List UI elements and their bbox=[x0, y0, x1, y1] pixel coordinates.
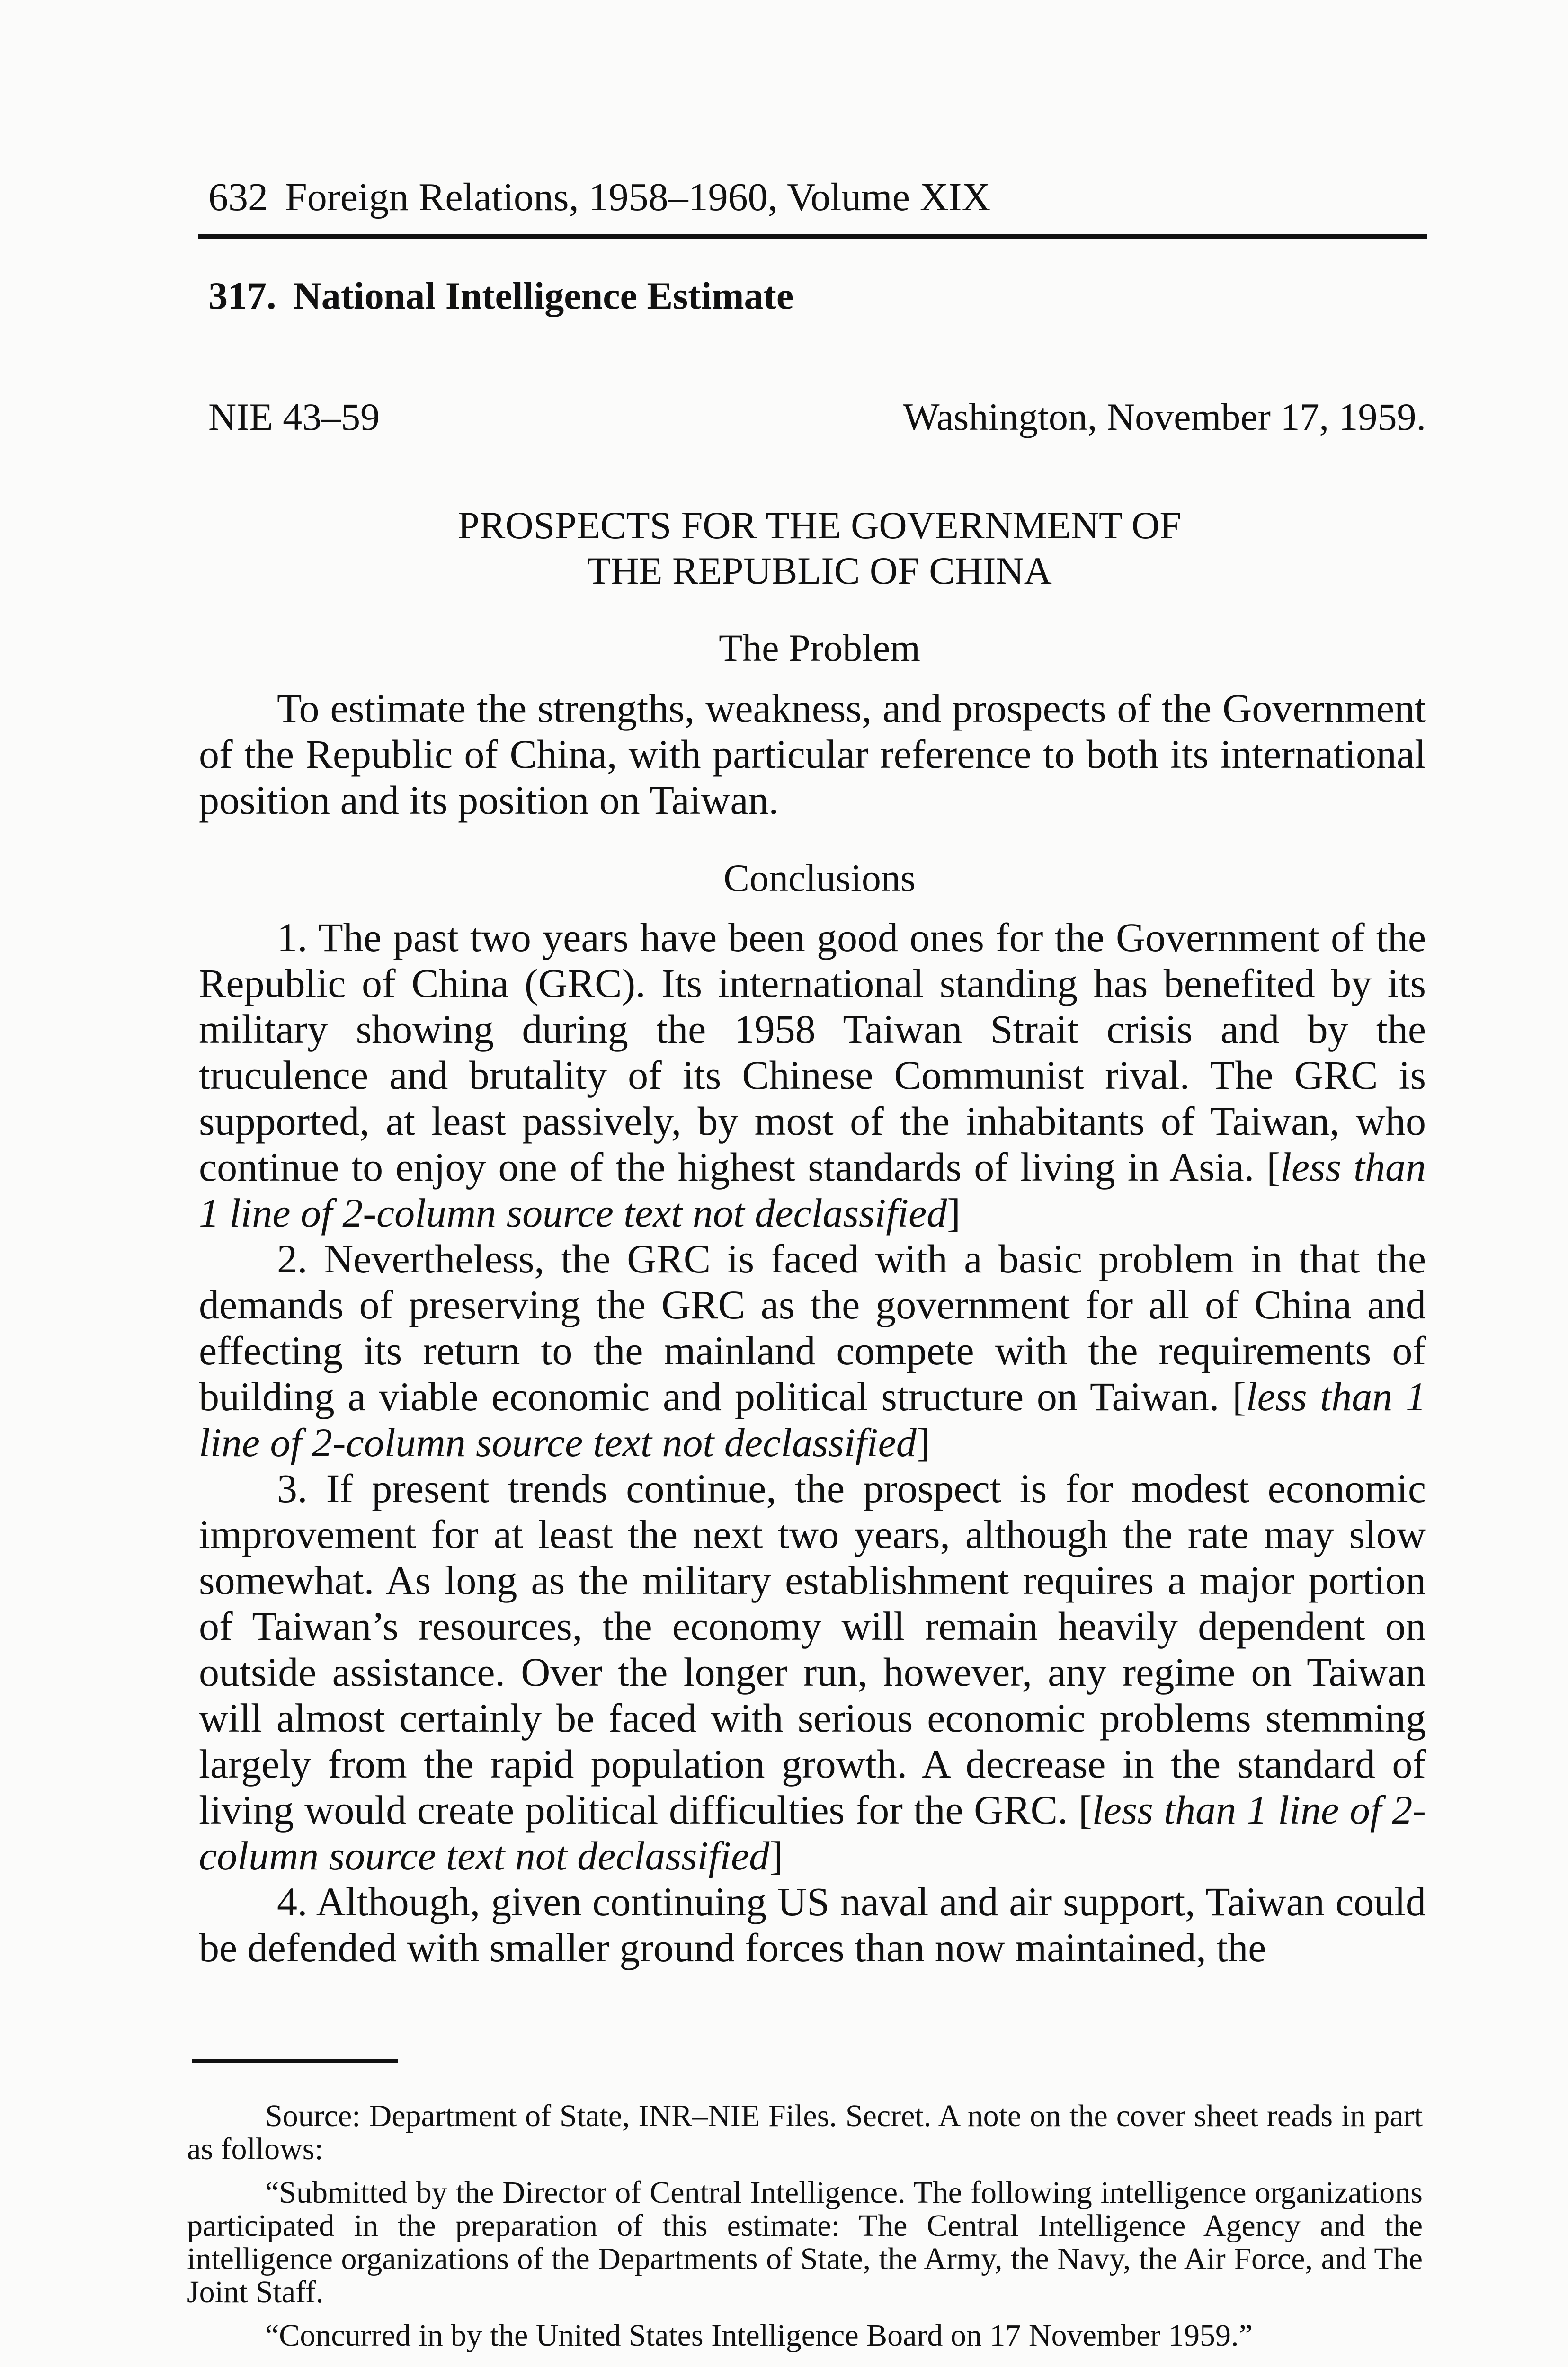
problem-section bbox=[199, 685, 1426, 823]
conclusion-paragraph bbox=[199, 1466, 1426, 1879]
document-id: NIE 43–59 bbox=[208, 395, 380, 438]
footnote-source: Source: Department of State, INR–NIE Files. Secret. A note on the cover sheet reads in part as follows: bbox=[187, 2099, 1423, 2166]
source-footnote bbox=[187, 2100, 1423, 2363]
bracket-close: ] bbox=[916, 1420, 930, 1465]
bracket-close: ] bbox=[947, 1190, 961, 1236]
problem-heading: The Problem bbox=[719, 626, 920, 669]
paragraph-text: 4. Although, given continuing US naval and air support, Taiwan could be defended with smaller ground forces than now maintained, the bbox=[199, 1879, 1426, 1970]
footnote-quote-1: “Submitted by the Director of Central Intelligence. The following intelligence organizations participated in the preparation of this estimate: The Central Intelligence Agency and the intelligence organizations of the Departments of State, the Army, the Navy, the Air Force, and The Joint Staff. bbox=[187, 2175, 1423, 2309]
estimate-title bbox=[0, 503, 1568, 594]
paragraph-text: 1. The past two years have been good ones for the Government of the Republic of China (GRC). Its international standing has benefited by its military showing during the 1958 Taiwan Strait crisis and by the truculence and brutality of its Chinese Communist rival. The GRC is supported, at least passively, by most of the inhabitants of Taiwan, who continue to enjoy one of the highest standards of living in Asia. bbox=[199, 915, 1426, 1190]
title-line-1: PROSPECTS FOR THE GOVERNMENT OF bbox=[458, 504, 1181, 547]
bracket-open: [ bbox=[1078, 1787, 1092, 1833]
paragraph-text: 2. Nevertheless, the GRC is faced with a basic problem in that the demands of preserving the GRC as the government for all of China and effecting its return to the mainland compete with the requirements of building a viable economic and political structure on Taiwan. bbox=[199, 1236, 1426, 1419]
conclusions-section bbox=[199, 915, 1426, 1971]
declassification-note: less than 1 line of 2-column source text not declassified bbox=[199, 1787, 1426, 1878]
conclusion-paragraph bbox=[199, 915, 1426, 1236]
document-title: National Intelligence Estimate bbox=[293, 274, 794, 317]
conclusion-paragraph bbox=[199, 1879, 1426, 1971]
document-number: 317. bbox=[208, 274, 276, 317]
title-line-2: THE REPUBLIC OF CHINA bbox=[587, 549, 1052, 592]
footnote-rule bbox=[192, 2059, 398, 2063]
bracket-open: [ bbox=[1232, 1374, 1246, 1419]
paragraph-text: 3. If present trends continue, the prospect is for modest economic improvement for at least the next two years, although the rate may slow somewhat. As long as the military establishment requires a major portion of Taiwan’s resources, the economy will remain heavily dependent on outside assistance. Over the longer run, however, any regime on Taiwan will almost certainly be faced with serious economic problems stemming largely from the rapid population growth. A decrease in the standard of living would create political difficulties for the GRC. bbox=[199, 1466, 1426, 1833]
declassification-note: less than 1 line of 2-column source text not declassified bbox=[199, 1374, 1426, 1465]
bracket-open: [ bbox=[1266, 1144, 1280, 1190]
declassification-note: less than 1 line of 2-column source text not declassified bbox=[199, 1144, 1426, 1236]
problem-text: To estimate the strengths, weakness, and prospects of the Government of the Republic of China, with particular reference to both its international position and its position on Taiwan. bbox=[199, 685, 1426, 823]
volume-title: Foreign Relations, 1958–1960, Volume XIX bbox=[285, 175, 991, 219]
page-number: 632 bbox=[208, 175, 268, 219]
conclusion-paragraph bbox=[199, 1236, 1426, 1466]
dateline: Washington, November 17, 1959. bbox=[903, 395, 1426, 438]
conclusions-heading: Conclusions bbox=[723, 856, 916, 899]
bracket-close: ] bbox=[769, 1833, 783, 1878]
running-head bbox=[208, 174, 990, 220]
footnote-quote-2: “Concurred in by the United States Intelligence Board on 17 November 1959.” bbox=[265, 2318, 1253, 2353]
document-heading bbox=[208, 274, 793, 318]
header-rule bbox=[198, 234, 1427, 239]
